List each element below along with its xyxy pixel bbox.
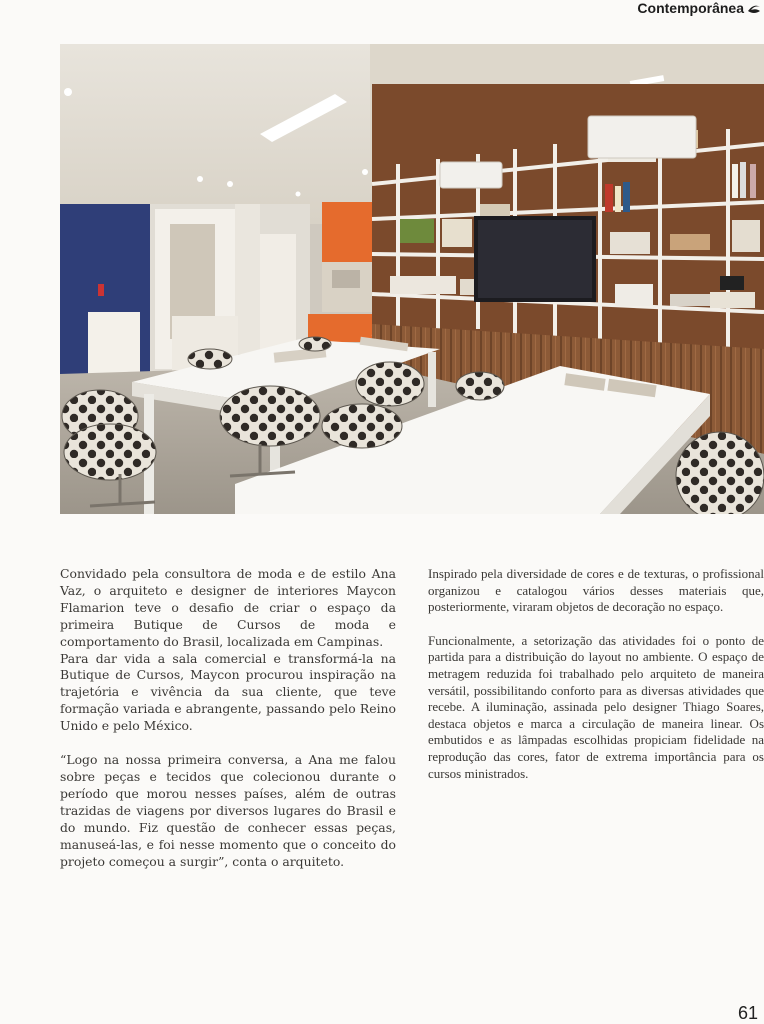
office-interior-image — [60, 44, 764, 514]
office-interior-photo — [60, 44, 764, 514]
paragraph: Inspirado pela diversidade de cores e de texturas, o profissional organizou e catalogou vários desses materiais que, posteriormente, viraram objetos de decoração no espaço. — [428, 566, 764, 615]
paragraph: Para dar vida a sala comercial e transformá-la na Butique de Cursos, Maycon procurou inspiração na trajetória e vivência da sua cliente, que teve formação variada e abrangente, passando pelo Reino Unido e pelo México. — [60, 650, 396, 734]
swirl-logo-icon — [746, 1, 762, 15]
paragraph: Funcionalmente, a setorização das atividades foi o ponto de partida para a distribuição do layout no ambiente. O espaço de metragem reduzida foi trabalhado pelo arquiteto de maneira versátil, possibilitando conforto para as diversas atividades que recebe. A iluminação, assinada pelo designer Thiago Soares, destaca objetos e marca a circulação de maneira linear. Os embutidos e as lâmpadas escolhidas propiciam fidelidade na reprodução das cores, fator de extrema importância para os cursos ministrados. — [428, 632, 764, 781]
article-column-right — [428, 566, 764, 782]
paragraph: Convidado pela consultora de moda e de estilo Ana Vaz, o arquiteto e designer de interiores Maycon Flamarion teve o desafio de criar o espaço da primeira Butique de Cursos de moda e comportamento do Brasil, localizada em Campinas. — [60, 566, 396, 649]
magazine-name: Contemporânea — [637, 0, 744, 16]
article-column-left — [60, 566, 396, 870]
magazine-title — [637, 0, 762, 16]
page-number: 61 — [737, 1003, 758, 1023]
quote-paragraph: “Logo na nossa primeira conversa, a Ana me falou sobre peças e tecidos que colecionou durante o período que morou nesses países, além de outras trazidas de viagens por diversos lugares do Brasil e do mundo. Fiz questão de conhecer essas peças, manuseá-las, e foi nesse momento que o conceito do projeto começou a surgir”, conta o arquiteto. — [60, 752, 396, 869]
